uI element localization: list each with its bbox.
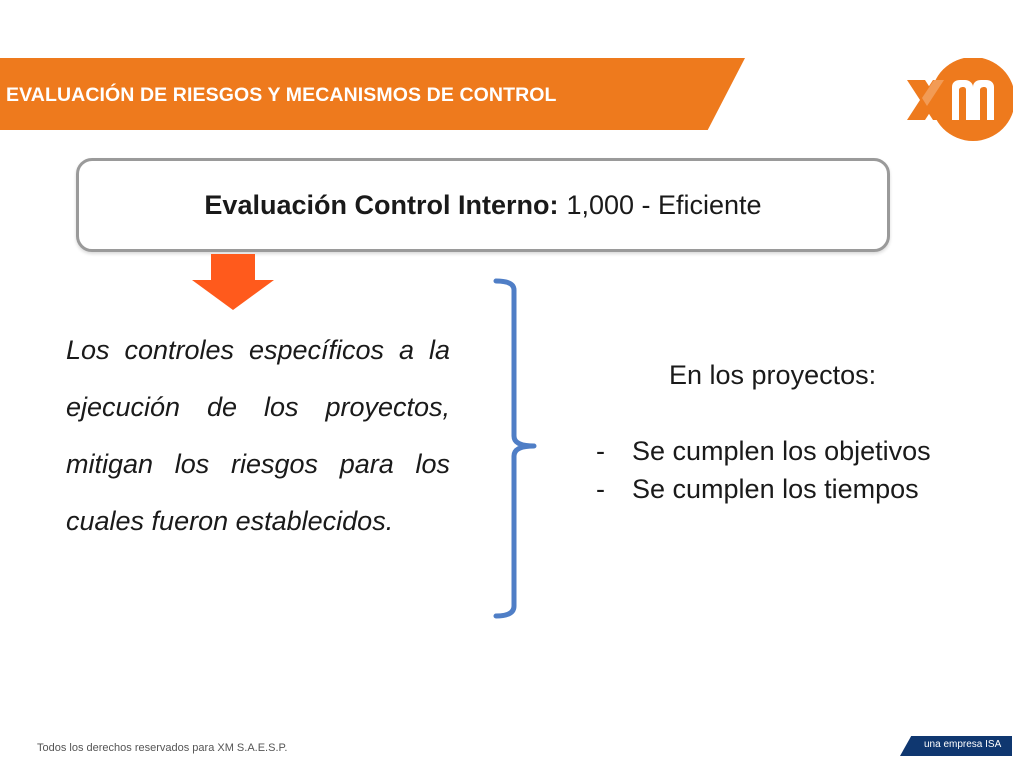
list-dash: - <box>596 474 605 504</box>
projects-heading: En los proyectos: <box>669 360 877 390</box>
list-item-text: Se cumplen los objetivos <box>632 436 931 466</box>
projects-list <box>596 432 931 508</box>
xm-logo <box>903 58 1013 148</box>
evaluation-label: Evaluación Control Interno: <box>204 189 559 220</box>
right-brace-icon <box>492 276 538 622</box>
list-item-text: Se cumplen los tiempos <box>632 474 919 504</box>
down-arrow-icon <box>192 254 274 310</box>
list-item <box>596 470 931 508</box>
evaluation-value: 1,000 - Eficiente <box>566 189 762 220</box>
footer-copyright: Todos los derechos reservados para XM S.A.E.S.P. <box>37 742 288 754</box>
controls-statement: Los controles específicos a la ejecución de los proyectos, mitigan los riesgos para los cuales fueron establecidos. <box>66 335 450 536</box>
isa-tagline: una empresa ISA <box>924 739 1002 750</box>
list-dash: - <box>596 436 605 466</box>
slide-title: EVALUACIÓN DE RIESGOS Y MECANISMOS DE CONTROL <box>6 84 557 106</box>
list-item <box>596 432 931 470</box>
evaluation-box <box>76 158 890 252</box>
